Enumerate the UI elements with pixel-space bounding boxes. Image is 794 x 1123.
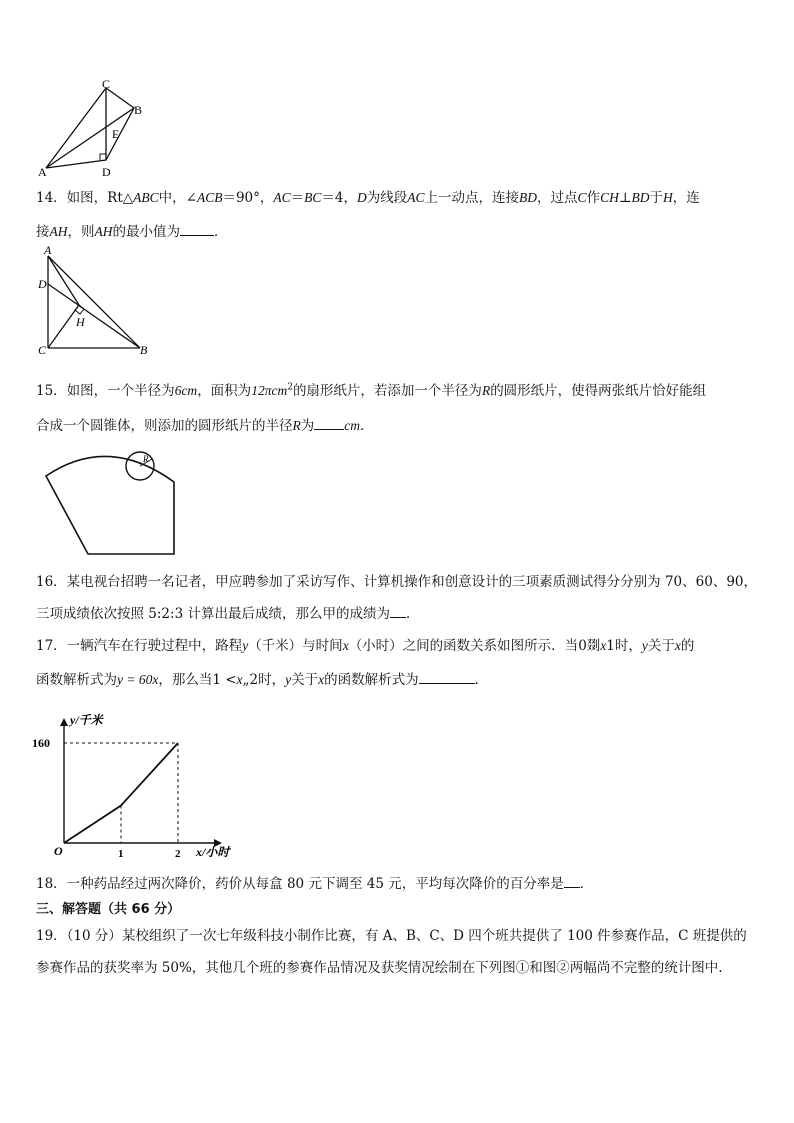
label-B: B [140,343,148,357]
q17-line1: 17．一辆汽车在行驶过程中，路程y（千米）与时间x（小时）之间的函数关系如图所示．当0剟x1时，y关于x的 [36,638,695,654]
q18-line: 18．一种药品经过两次降价，药价从每盒 80 元下调至 45 元，平均每次降价的百分率是 ． [36,872,593,892]
q19-line2: 参赛作品的获奖率为 50%，其他几个班的参赛作品情况及获奖情况绘制在下列图①和图②两幅尚不完整的统计图中. [36,960,723,976]
label-B: B [134,103,143,117]
label-D: D [38,277,47,291]
answer-blank [390,603,406,618]
figure-q14 [36,244,156,360]
answer-blank [564,873,580,888]
figure-q15 [38,446,188,560]
label-H: H [76,315,85,329]
q19-line1: 19．（10 分）某校组织了一次七年级科技小制作比赛，有 A、B、C、D 四个班共提供了 100 件参赛作品，C 班提供的 [36,928,747,944]
label-C: C [38,343,47,357]
answer-blank [419,669,475,684]
x-tick-label: 2 [175,848,181,860]
origin-label: O [54,844,63,858]
label-D: D [102,165,111,178]
label-A: A [44,244,52,257]
q15-line1: 15．如图，一个半径为6cm，面积为12πcm$^2$的扇形纸片，若添加一个半径为R的圆形纸片，使得两张纸片恰好能组 [36,382,707,399]
label-E: E [112,127,120,141]
y-axis-arrow [60,718,68,726]
x-axis-label: x/小时 [196,845,230,859]
q17-line2: 函数解析式为y = 60x，那么当1 <x„2时，y关于x的函数解析式为 ． [36,668,488,688]
y-axis-label: y/千米 [70,713,103,727]
figure-q13 [38,78,148,178]
q16-line2: 三项成绩依次按照 5:2:3 计算出最后成绩，那么甲的成绩为 ． [36,602,419,622]
label-C: C [102,78,111,91]
label-A: A [38,165,47,178]
q14-line2: 接AH，则AH的最小值为 ． [36,220,228,240]
q16-line1: 16．某电视台招聘一名记者，甲应聘参加了采访写作、计算机操作和创意设计的三项素质测试得分分别为 70、60、90， [36,574,758,590]
answer-blank [314,415,344,430]
label-R: R [143,454,149,464]
series-line [64,743,178,843]
x-tick-label: 1 [118,848,124,860]
line-chart [30,710,240,862]
y-tick-label: 160 [32,736,50,750]
q14-line1: 14．如图，Rt△ABC中，∠ACB＝90°，AC＝BC＝4，D为线段AC上一动点，连接BD，过点C作CH⊥BD于H，连 [36,190,700,206]
section-heading: 三、解答题（共 66 分） [36,902,181,917]
q15-line2: 合成一个圆锥体，则添加的圆形纸片的半径R为 cm． [36,414,374,434]
answer-blank [180,221,214,236]
